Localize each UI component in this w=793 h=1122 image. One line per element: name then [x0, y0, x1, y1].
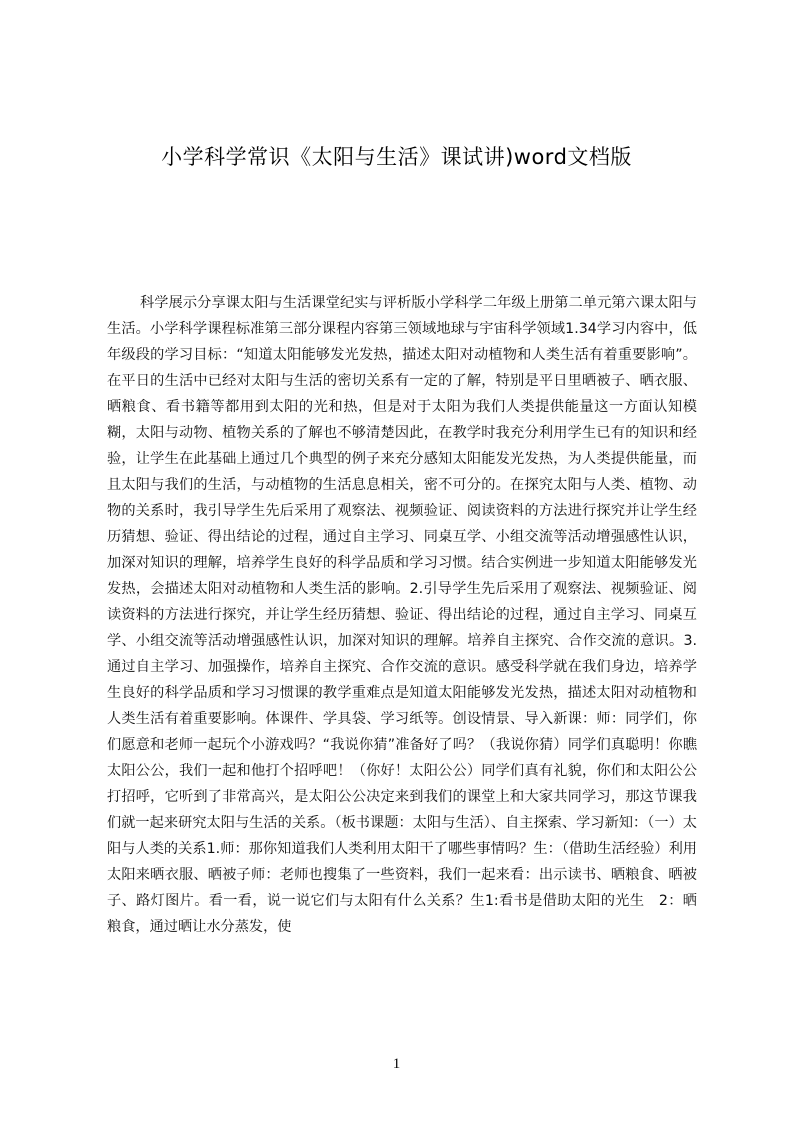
page-number: 1	[392, 1056, 401, 1072]
document-title: 小学科学常识《太阳与生活》课试讲)word文档版	[161, 145, 632, 169]
document-body-paragraph: 科学展示分享课太阳与生活课堂纪实与评析版小学科学二年级上册第二单元第六课太阳与生活。小学科学课程标准第三部分课程内容第三领域地球与宇宙科学领域1.34学习内容中，低年级段的学习目标：“知道太阳能够发光发热，描述太阳对动植物和人类生活有着重要影响”。在平日的生活中已经对太阳与生活的密切关系有一定的了解，特别是平日里晒被子、晒衣服、晒粮食、看书籍等都用到太阳的光和热，但是对于太阳为我们人类提供能量这一方面认知模糊，太阳与动物、植物关系的了解也不够清楚因此，在教学时我充分利用学生已有的知识和经验，让学生在此基础上通过几个典型的例子来充分感知太阳能发光发热，为人类提供能量，而且太阳与我们的生活，与动植物的生活息息相关，密不可分的。在探究太阳与人类、植物、动物的关系时，我引导学生先后采用了观察法、视频验证、阅读资料的方法进行探究并让学生经历猜想、验证、得出结论的过程，通过自主学习、同桌互学、小组交流等活动增强感性认识，加深对知识的理解，培养学生良好的科学品质和学习习惯。结合实例进一步知道太阳能够发光发热，会描述太阳对动植物和人类生活的影响。2.引导学生先后采用了观察法、视频验证、阅读资料的方法进行探究，并让学生经历猜想、验证、得出结论的过程，通过自主学习、同桌互学、小组交流等活动增强感性认识，加深对知识的理解。培养自主探究、合作交流的意识。3.通过自主学习、加强操作，培养自主探究、合作交流的意识。感受科学就在我们身边，培养学生良好的科学品质和学习习惯课的教学重难点是知道太阳能够发光发热，描述太阳对动植物和人类生活有着重要影响。体课件、学具袋、学习纸等。创设情景、导入新课：师：同学们，你们愿意和老师一起玩个小游戏吗？“我说你猜”准备好了吗？（我说你猜）同学们真聪明！你瞧太阳公公，我们一起和他打个招呼吧！（你好！太阳公公）同学们真有礼貌，你们和太阳公公打招呼，它听到了非常高兴，是太阳公公决定来到我们的课堂上和大家共同学习，那这节课我们就一起来研究太阳与生活的关系。（板书课题：太阳与生活）、自主探索、学习新知：（一）太阳与人类的关系1.师：那你知道我们人类利用太阳干了哪些事情吗？生：（借助生活经验）利用太阳来晒衣服、晒被子师：老师也搜集了一些资料，我们一起来看：出示读书、晒粮食、晒被子、路灯图片。看一看，说一说它们与太阳有什么关系？生1:看书是借助太阳的光生 2：晒粮食，通过晒让水分蒸发，使	[107, 295, 697, 935]
